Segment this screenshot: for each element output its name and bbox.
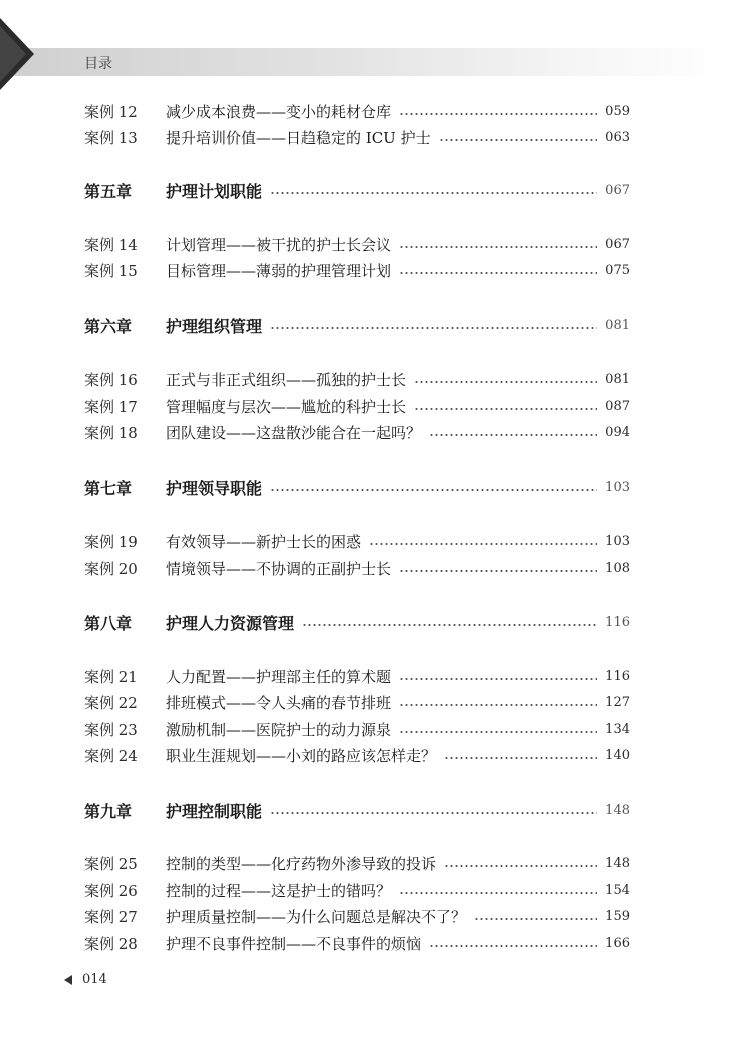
entry-title: 控制的过程——这是护士的错吗？ <box>166 881 392 900</box>
case-number: 案例 12 <box>84 102 138 121</box>
page-number: 116 <box>605 614 630 630</box>
case-number: 案例 26 <box>84 881 138 900</box>
dot-leader <box>444 865 597 867</box>
dot-leader <box>414 408 597 410</box>
chapter-number: 第七章 <box>84 478 133 498</box>
case-number: 案例 13 <box>84 128 138 147</box>
toc-entry-case-20[interactable] <box>84 556 630 580</box>
entry-title: 团队建设——这盘散沙能合在一起吗？ <box>166 423 422 442</box>
chapter-number: 第六章 <box>84 316 133 336</box>
entry-title: 激励机制——医院护士的动力源泉 <box>166 720 392 739</box>
chapter-number: 第八章 <box>84 613 133 633</box>
dot-leader <box>399 570 597 572</box>
dot-leader <box>270 812 597 814</box>
footer-page-number: 014 <box>82 972 107 987</box>
case-number: 案例 21 <box>84 667 138 686</box>
toc-entry-chapter-6[interactable] <box>84 313 630 337</box>
entry-title: 管理幅度与层次——尴尬的科护士长 <box>166 397 407 416</box>
toc-entry-case-19[interactable] <box>84 529 630 553</box>
case-number: 案例 15 <box>84 261 138 280</box>
toc-entry-case-12[interactable] <box>84 99 630 123</box>
chapter-title: 护理计划职能 <box>166 181 263 201</box>
case-number: 案例 18 <box>84 423 138 442</box>
entry-title: 排班模式——令人头痛的春节排班 <box>166 693 392 712</box>
dot-leader <box>399 704 597 706</box>
entry-title: 情境领导——不协调的正副护士长 <box>166 559 392 578</box>
toc-entry-case-28[interactable] <box>84 931 630 955</box>
dot-leader <box>302 624 597 626</box>
page-number: 103 <box>605 479 630 495</box>
entry-title: 目标管理——薄弱的护理管理计划 <box>166 261 392 280</box>
toc-entry-chapter-8[interactable] <box>84 610 630 634</box>
toc-entry-chapter-9[interactable] <box>84 798 630 822</box>
page-number: 154 <box>605 882 630 898</box>
chapter-number: 第九章 <box>84 801 133 821</box>
dot-leader <box>399 731 597 733</box>
case-number: 案例 27 <box>84 907 138 926</box>
entry-title: 正式与非正式组织——孤独的护士长 <box>166 370 407 389</box>
toc-entry-chapter-7[interactable] <box>84 475 630 499</box>
toc-entry-chapter-5[interactable] <box>84 178 630 202</box>
dot-leader <box>439 139 598 141</box>
page-number: 159 <box>605 908 630 924</box>
entry-title: 护理质量控制——为什么问题总是解决不了？ <box>166 907 467 926</box>
case-number: 案例 17 <box>84 397 138 416</box>
page-number: 140 <box>605 747 630 763</box>
entry-title: 职业生涯规划——小刘的路应该怎样走？ <box>166 746 437 765</box>
page-number: 148 <box>605 802 630 818</box>
page-number: 081 <box>605 317 630 333</box>
case-number: 案例 22 <box>84 693 138 712</box>
entry-title: 有效领导——新护士长的困惑 <box>166 532 362 551</box>
page-header-title: 目录 <box>84 56 112 72</box>
case-number: 案例 24 <box>84 746 138 765</box>
page-number: 059 <box>605 103 630 119</box>
chapter-title: 护理控制职能 <box>166 801 263 821</box>
case-number: 案例 25 <box>84 854 138 873</box>
toc-entry-case-24[interactable] <box>84 743 630 767</box>
case-number: 案例 23 <box>84 720 138 739</box>
page-number: 108 <box>605 560 630 576</box>
toc-entry-case-26[interactable] <box>84 878 630 902</box>
dot-leader <box>270 192 597 194</box>
dot-leader <box>270 327 597 329</box>
case-number: 案例 16 <box>84 370 138 389</box>
dot-leader <box>399 113 597 115</box>
dot-leader <box>474 918 597 920</box>
page-number: 067 <box>605 236 630 252</box>
toc-entry-case-15[interactable] <box>84 258 630 282</box>
page-number: 127 <box>605 694 630 710</box>
page-number: 094 <box>605 424 630 440</box>
page-number: 116 <box>605 668 630 684</box>
toc-entry-case-21[interactable] <box>84 664 630 688</box>
page-number: 103 <box>605 533 630 549</box>
dot-leader <box>369 543 597 545</box>
page-number: 067 <box>605 182 630 198</box>
chapter-title: 护理领导职能 <box>166 478 263 498</box>
entry-title: 计划管理——被干扰的护士长会议 <box>166 235 392 254</box>
page-number: 134 <box>605 721 630 737</box>
dot-leader <box>399 246 597 248</box>
page-number: 075 <box>605 262 630 278</box>
case-number: 案例 20 <box>84 559 138 578</box>
page-number: 166 <box>605 935 630 951</box>
chapter-title: 护理人力资源管理 <box>166 613 295 633</box>
dot-leader <box>414 381 597 383</box>
entry-title: 人力配置——护理部主任的算术题 <box>166 667 392 686</box>
entry-title: 控制的类型——化疗药物外渗导致的投诉 <box>166 854 437 873</box>
toc-entry-case-17[interactable] <box>84 394 630 418</box>
chapter-title: 护理组织管理 <box>166 316 263 336</box>
toc-entry-case-14[interactable] <box>84 232 630 256</box>
toc-entry-case-13[interactable] <box>84 125 630 149</box>
dot-leader <box>270 489 597 491</box>
dot-leader <box>399 272 597 274</box>
page-number: 087 <box>605 398 630 414</box>
toc-entry-case-18[interactable] <box>84 420 630 444</box>
page-number: 148 <box>605 855 630 871</box>
dot-leader <box>399 678 597 680</box>
entry-title: 减少成本浪费——变小的耗材仓库 <box>166 102 392 121</box>
toc-entry-case-27[interactable] <box>84 904 630 928</box>
toc-entry-case-22[interactable] <box>84 690 630 714</box>
toc-entry-case-25[interactable] <box>84 851 630 875</box>
dot-leader <box>444 757 597 759</box>
page-number: 063 <box>605 129 630 145</box>
dot-leader <box>429 434 597 436</box>
entry-title: 提升培训价值——日趋稳定的 ICU 护士 <box>166 128 431 147</box>
left-arrow-icon <box>64 975 72 985</box>
dot-leader <box>429 945 597 947</box>
chapter-number: 第五章 <box>84 181 133 201</box>
page-number: 081 <box>605 371 630 387</box>
case-number: 案例 28 <box>84 934 138 953</box>
page-footer <box>64 972 107 987</box>
entry-title: 护理不良事件控制——不良事件的烦恼 <box>166 934 422 953</box>
toc-entry-case-16[interactable] <box>84 367 630 391</box>
toc-entry-case-23[interactable] <box>84 717 630 741</box>
dot-leader <box>399 892 597 894</box>
case-number: 案例 14 <box>84 235 138 254</box>
case-number: 案例 19 <box>84 532 138 551</box>
